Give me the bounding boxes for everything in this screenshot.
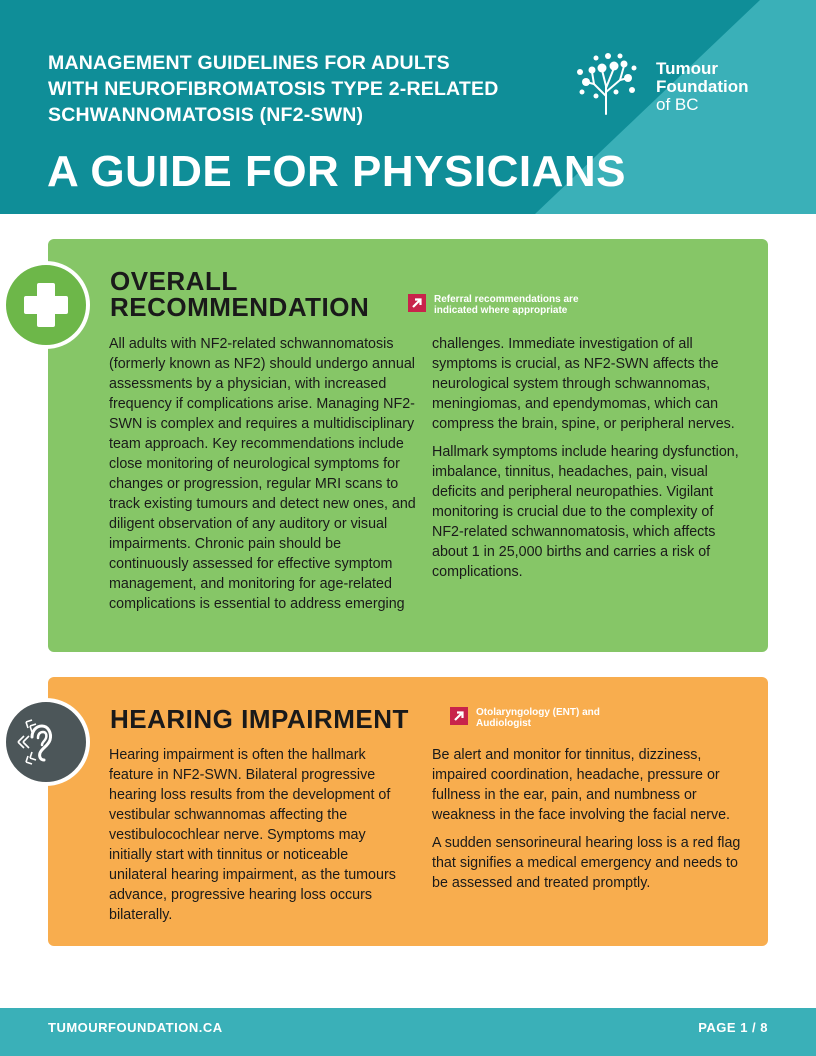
hearing-column-left bbox=[109, 745, 409, 933]
ear-icon bbox=[6, 702, 86, 782]
guideline-subtitle bbox=[48, 50, 568, 128]
paragraph: Hallmark symptoms include hearing dysfunction, imbalance, tinnitus, headaches, pain, visual deficits and peripheral neuropathies. Vigilant monitoring is crucial due to the complexity of NF2-related schwannomatosis, which affects about 1 in 25,000 births and carries a risk of complications. bbox=[432, 444, 739, 580]
referral-arrow-icon bbox=[450, 707, 468, 725]
overall-column-left bbox=[109, 334, 421, 622]
subtitle-line: MANAGEMENT GUIDELINES FOR ADULTS bbox=[48, 52, 450, 74]
page-header bbox=[0, 0, 816, 214]
paragraph: challenges. Immediate investigation of all symptoms is crucial, as NF2-SWN affects the neurological system through schwannomas, meningiomas, and ependymomas, which can compress the brain, spine, or peripheral nerves. bbox=[432, 336, 735, 432]
hearing-impairment-title: HEARING IMPAIRMENT bbox=[110, 704, 409, 734]
website-link[interactable]: TUMOURFOUNDATION.CA bbox=[48, 1020, 223, 1035]
title-line: RECOMMENDATION bbox=[110, 292, 370, 322]
logo-line: Foundation bbox=[656, 77, 749, 96]
referral-note bbox=[408, 294, 604, 316]
ear-badge bbox=[2, 698, 90, 786]
medical-cross-icon bbox=[6, 265, 86, 345]
paragraph: Hearing impairment is often the hallmark feature in NF2-SWN. Bilateral progressive hearing loss results from the development of vestibular schwannomas affecting the vestibulocochlear nerve. Symptoms may initially start with tinnitus or noticeable unilateral hearing impairment, as the tumours advance, progressive hearing loss occurs bilaterally. bbox=[109, 747, 396, 923]
referral-note-text: Referral recommendations are indicated where appropriate bbox=[434, 294, 579, 316]
paragraph: Be alert and monitor for tinnitus, dizziness, impaired coordination, headache, pressure or fullness in the ear, pain, and numbness or weakness in the face involving the facial nerve. bbox=[432, 747, 731, 823]
hearing-column-right bbox=[432, 745, 748, 901]
referral-arrow-icon bbox=[408, 294, 426, 312]
referral-note-text: Otolaryngology (ENT) and Audiologist bbox=[476, 707, 600, 729]
page-title: A GUIDE FOR PHYSICIANS bbox=[47, 147, 626, 196]
subtitle-line: WITH NEUROFIBROMATOSIS TYPE 2-RELATED bbox=[48, 78, 499, 100]
subtitle-line: SCHWANNOMATOSIS (NF2-SWN) bbox=[48, 104, 364, 126]
title-line: OVERALL bbox=[110, 266, 238, 296]
tumour-foundation-logo bbox=[574, 52, 774, 116]
logo-line: of BC bbox=[656, 95, 699, 114]
referral-note bbox=[450, 707, 606, 729]
page-number: PAGE 1 / 8 bbox=[698, 1020, 768, 1035]
overall-recommendation-title bbox=[110, 268, 369, 320]
medical-cross-badge bbox=[2, 261, 90, 349]
overall-column-right bbox=[432, 334, 748, 590]
logo-wordmark bbox=[656, 60, 749, 114]
logo-line: Tumour bbox=[656, 59, 719, 78]
paragraph: All adults with NF2-related schwannomatosis (formerly known as NF2) should undergo annual assessments by a physician, with increased frequency if complications arise. Managing NF2-SWN is complex and requires a multidisciplinary team approach. Key recommendations include close monitoring of neurological symptoms for changes or progression, regular MRI scans to track existing tumours and detect new ones, and diligent observation of any auditory or visual impairments. Chronic pain should be continuously assessed for effective symptom management, and monitoring for age-related complications is essential to address emerging bbox=[109, 336, 416, 612]
paragraph: A sudden sensorineural hearing loss is a red flag that signifies a medical emergency and needs to be assessed and treated promptly. bbox=[432, 835, 741, 891]
tree-logo-icon bbox=[574, 52, 638, 116]
page-footer bbox=[0, 1008, 816, 1056]
